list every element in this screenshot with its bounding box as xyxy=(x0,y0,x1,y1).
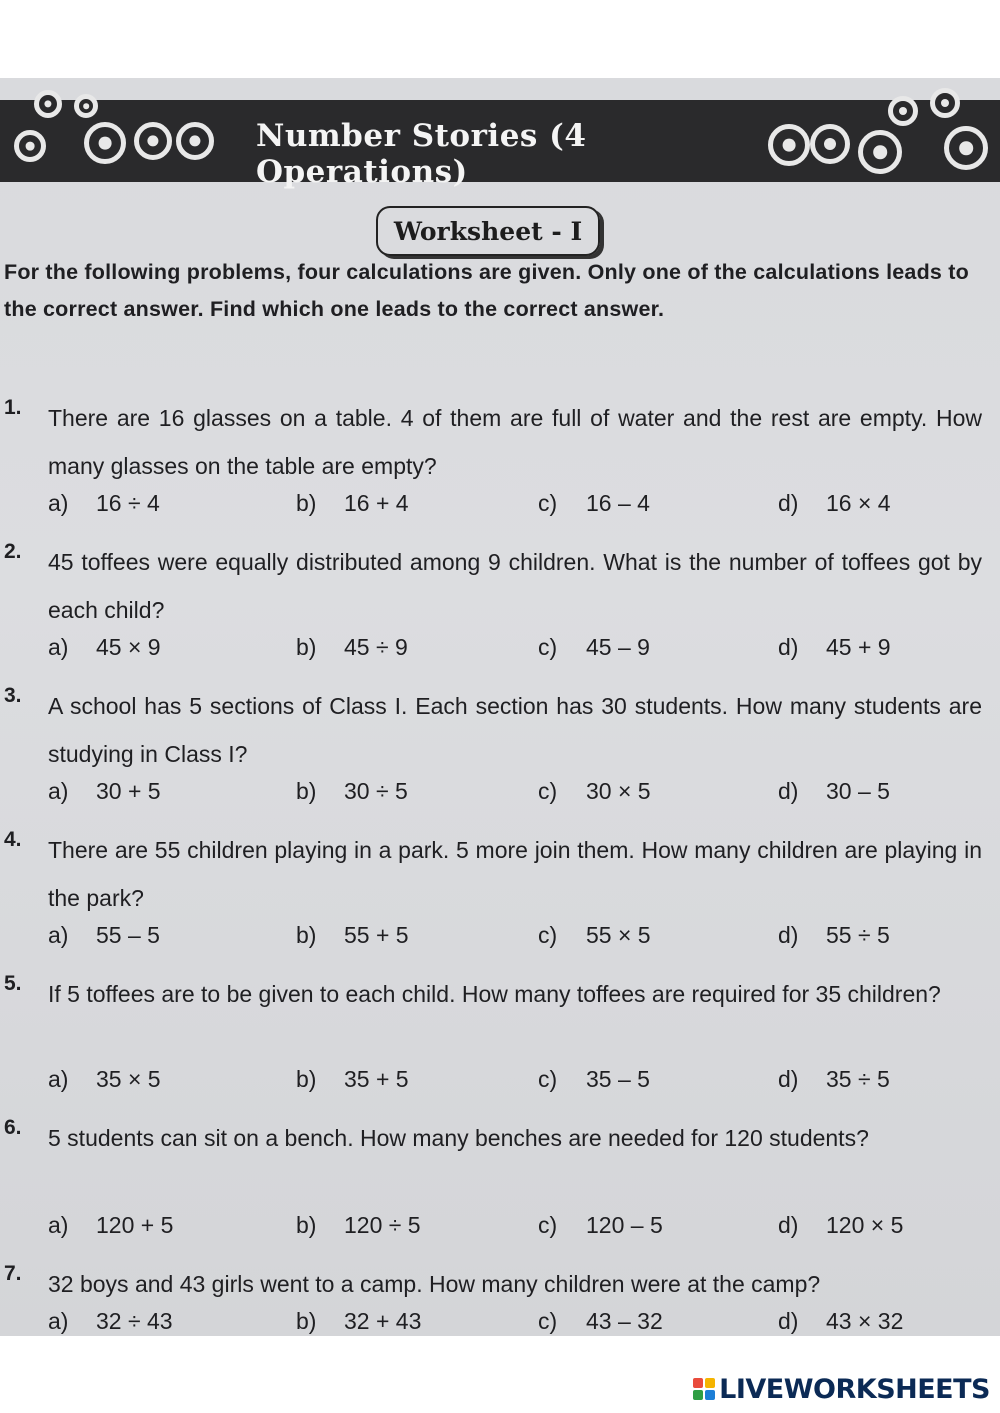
ring-decoration-icon xyxy=(84,122,126,164)
option-d[interactable]: d) 120 × 5 xyxy=(778,1212,904,1238)
option-b[interactable]: b) 32 + 43 xyxy=(296,1308,422,1334)
question-text: A school has 5 sections of Class I. Each section has 30 students. How many students are studying in Class I? xyxy=(48,693,982,767)
option-c[interactable]: c) 43 – 32 xyxy=(538,1308,663,1334)
option-b[interactable]: b) 45 ÷ 9 xyxy=(296,634,408,660)
question-number: 4. xyxy=(4,828,22,851)
ring-decoration-icon xyxy=(930,88,960,118)
question-text: If 5 toffees are to be given to each child. How many toffees are required for 35 children? xyxy=(48,981,941,1007)
question-text: 45 toffees were equally distributed among 9 children. What is the number of toffees got by each child? xyxy=(48,549,982,623)
option-a[interactable]: a) 32 ÷ 43 xyxy=(48,1308,173,1334)
ring-decoration-icon xyxy=(176,122,214,160)
brand-name: LIVEWORKSHEETS xyxy=(719,1373,990,1405)
ring-decoration-icon xyxy=(134,122,172,160)
option-d[interactable]: d) 55 ÷ 5 xyxy=(778,922,890,948)
top-margin xyxy=(0,0,1000,78)
option-c[interactable]: c) 35 – 5 xyxy=(538,1066,650,1092)
option-c[interactable]: c) 30 × 5 xyxy=(538,778,651,804)
page-title: Number Stories (4 Operations) xyxy=(256,118,587,190)
question-text: 32 boys and 43 girls went to a camp. How many children were at the camp? xyxy=(48,1271,821,1297)
question-text: There are 55 children playing in a park. 5 more join them. How many children are playing in the park? xyxy=(48,837,982,911)
logo-grid-icon xyxy=(693,1378,715,1400)
option-a[interactable]: a) 55 – 5 xyxy=(48,922,160,948)
ring-decoration-icon xyxy=(858,130,902,174)
worksheet-page xyxy=(0,78,1000,1336)
options-row xyxy=(48,1212,982,1246)
option-b[interactable]: b) 120 ÷ 5 xyxy=(296,1212,421,1238)
option-a[interactable]: a) 30 + 5 xyxy=(48,778,161,804)
option-c[interactable]: c) 55 × 5 xyxy=(538,922,651,948)
options-row xyxy=(48,634,982,668)
options-row xyxy=(48,1066,982,1100)
ring-decoration-icon xyxy=(768,124,810,166)
option-a[interactable]: a) 16 ÷ 4 xyxy=(48,490,160,516)
option-d[interactable]: d) 30 – 5 xyxy=(778,778,890,804)
ring-decoration-icon xyxy=(944,126,988,170)
option-b[interactable]: b) 16 + 4 xyxy=(296,490,409,516)
option-b[interactable]: b) 30 ÷ 5 xyxy=(296,778,408,804)
option-d[interactable]: d) 45 + 9 xyxy=(778,634,891,660)
option-a[interactable]: a) 120 + 5 xyxy=(48,1212,174,1238)
question-number: 5. xyxy=(4,972,22,995)
question-text: 5 students can sit on a bench. How many benches are needed for 120 students? xyxy=(48,1125,869,1151)
ring-decoration-icon xyxy=(34,90,62,118)
liveworksheets-logo xyxy=(693,1374,990,1404)
options-row xyxy=(48,490,982,524)
question-number: 3. xyxy=(4,684,22,707)
option-d[interactable]: d) 43 × 32 xyxy=(778,1308,904,1334)
option-c[interactable]: c) 120 – 5 xyxy=(538,1212,663,1238)
ring-decoration-icon xyxy=(810,124,850,164)
question-number: 1. xyxy=(4,396,22,419)
question-number: 7. xyxy=(4,1262,22,1285)
question-number: 6. xyxy=(4,1116,22,1139)
question-text: There are 16 glasses on a table. 4 of them are full of water and the rest are empty. How many glasses on the table are empty? xyxy=(48,405,982,479)
option-a[interactable]: a) 35 × 5 xyxy=(48,1066,161,1092)
instructions: For the following problems, four calculations are given. Only one of the calculations leads to the correct answer. Find which one leads to the correct answer. xyxy=(4,260,969,321)
ring-decoration-icon xyxy=(888,96,918,126)
option-b[interactable]: b) 35 + 5 xyxy=(296,1066,409,1092)
option-b[interactable]: b) 55 + 5 xyxy=(296,922,409,948)
option-d[interactable]: d) 35 ÷ 5 xyxy=(778,1066,890,1092)
options-row xyxy=(48,922,982,956)
ring-decoration-icon xyxy=(14,130,46,162)
worksheet-label-box xyxy=(376,206,600,256)
option-a[interactable]: a) 45 × 9 xyxy=(48,634,161,660)
options-row xyxy=(48,778,982,812)
options-row xyxy=(48,1308,982,1336)
worksheet-label: Worksheet - I xyxy=(393,216,583,246)
option-c[interactable]: c) 45 – 9 xyxy=(538,634,650,660)
ring-decoration-icon xyxy=(74,94,98,118)
option-d[interactable]: d) 16 × 4 xyxy=(778,490,891,516)
option-c[interactable]: c) 16 – 4 xyxy=(538,490,650,516)
question-number: 2. xyxy=(4,540,22,563)
